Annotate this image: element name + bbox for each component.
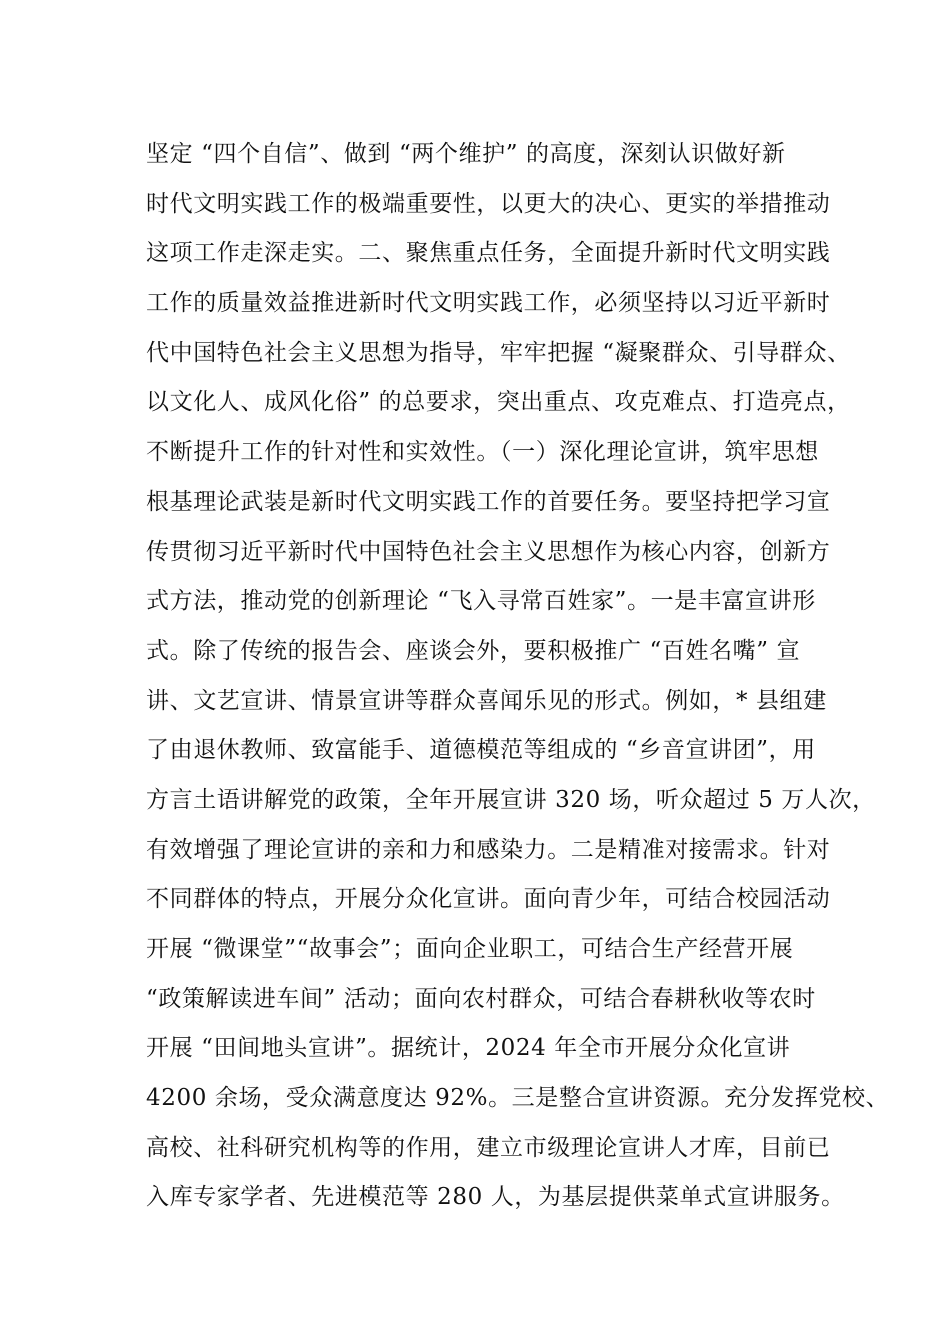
text-line: 不同群体的特点，开展分众化宣讲。面向青少年，可结合校园活动 [146,886,831,913]
text-line: 了由退休教师、致富能手、道德模范等组成的 “乡音宣讲团”，用 [146,737,816,764]
text-line: 4200 余场，受众满意度达 92%。三是整合宣讲资源。充分发挥党校、 [146,1085,890,1112]
text-line: 不断提升工作的针对性和实效性。（一）深化理论宣讲，筑牢思想 [146,439,819,466]
text-line: 入库专家学者、先进模范等 280 人，为基层提供菜单式宣讲服务。 [146,1184,845,1211]
text-line: 式。除了传统的报告会、座谈会外，要积极推广 “百姓名嘴” 宣 [146,637,801,664]
text-line: 以文化人、成风化俗” 的总要求，突出重点、攻克难点、打造亮点， [146,389,851,416]
text-line: 坚定 “四个自信”、做到 “两个维护” 的高度，深刻认识做好新 [146,141,786,167]
body-text [146,130,890,1223]
text-line: 方言土语讲解党的政策，全年开展宣讲 320 场，听众超过 5 万人次， [146,786,876,813]
text-line: 代中国特色社会主义思想为指导，牢牢把握 “凝聚群众、引导群众、 [146,339,851,366]
text-line: 高校、社科研究机构等的作用，建立市级理论宣讲人才库，目前已 [146,1134,831,1161]
text-line: 时代文明实践工作的极端重要性，以更大的决心、更实的举措推动 [146,190,831,217]
text-line: 开展 “微课堂”“故事会”；面向企业职工，可结合生产经营开展 [146,936,794,962]
text-line: 式方法，推动党的创新理论 “飞入寻常百姓家”。一是丰富宣讲形 [146,588,816,615]
text-line: 工作的质量效益推进新时代文明实践工作，必须坚持以习近平新时 [146,290,831,317]
text-line: 传贯彻习近平新时代中国特色社会主义思想作为核心内容，创新方 [146,538,831,565]
text-line: 开展 “田间地头宣讲”。据统计，2024 年全市开展分众化宣讲 [146,1035,791,1062]
text-line: 这项工作走深走实。二、聚焦重点任务，全面提升新时代文明实践 [146,240,831,267]
text-line: 根基理论武装是新时代文明实践工作的首要任务。要坚持把学习宣 [146,488,831,515]
text-line: “政策解读进车间” 活动；面向农村群众，可结合春耕秋收等农时 [146,985,816,1012]
text-line: 有效增强了理论宣讲的亲和力和感染力。二是精准对接需求。针对 [146,836,831,863]
text-line: 讲、文艺宣讲、情景宣讲等群众喜闻乐见的形式。例如，* 县组建 [146,687,827,714]
